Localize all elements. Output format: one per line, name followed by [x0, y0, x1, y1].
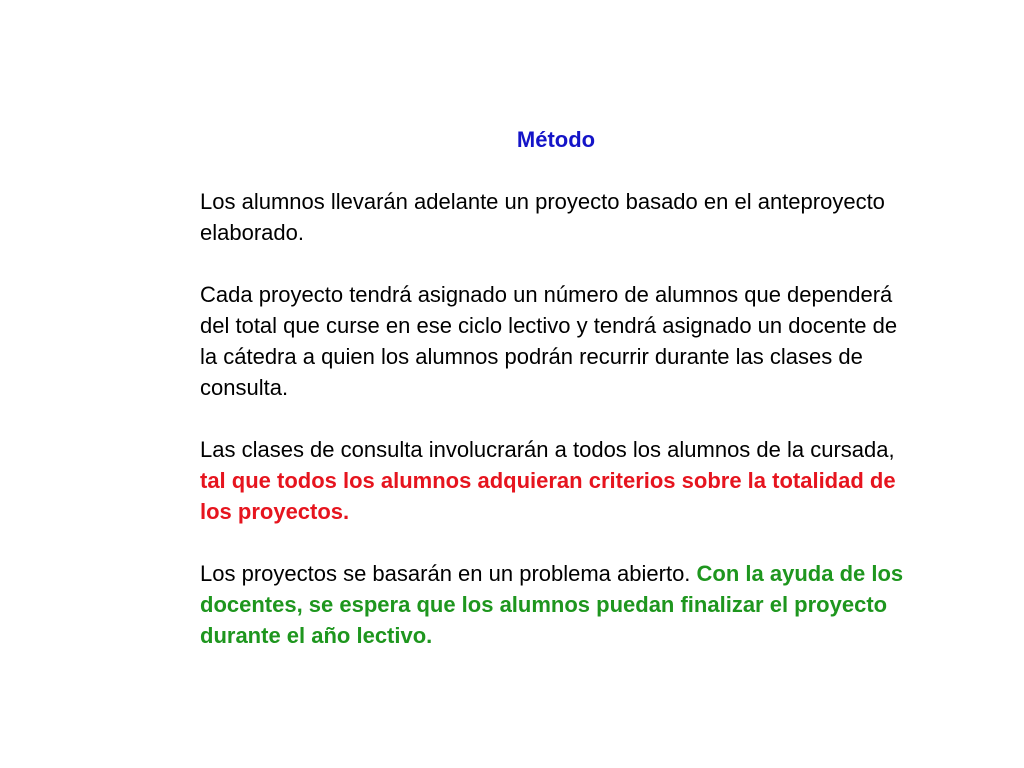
paragraph-2-text: Cada proyecto tendrá asignado un número de alumnos que dependerá del total que curse en ese ciclo lectivo y tendrá asignado un docente de la cátedra a quien los alumnos podrán recurrir durante las clases de consulta. [200, 282, 898, 400]
slide-title: Método [516, 127, 596, 152]
paragraph-2 [200, 279, 920, 403]
paragraph-3-highlight: tal que todos los alumnos adquieran criterios sobre la totalidad de los proyectos. [200, 468, 896, 524]
paragraph-4 [200, 558, 920, 651]
paragraph-1-text: Los alumnos llevarán adelante un proyecto basado en el anteproyecto elaborado. [200, 189, 885, 245]
slide-body [200, 186, 920, 682]
paragraph-3-text: Las clases de consulta involucrarán a todos los alumnos de la cursada, [200, 437, 895, 462]
paragraph-3 [200, 434, 920, 527]
paragraph-4-highlight: Con la ayuda de los docentes, se espera que los alumnos puedan finalizar el proyecto durante el año lectivo. [200, 561, 904, 648]
paragraph-1 [200, 186, 920, 248]
paragraph-4-text: Los proyectos se basarán en un problema abierto. [200, 561, 697, 586]
